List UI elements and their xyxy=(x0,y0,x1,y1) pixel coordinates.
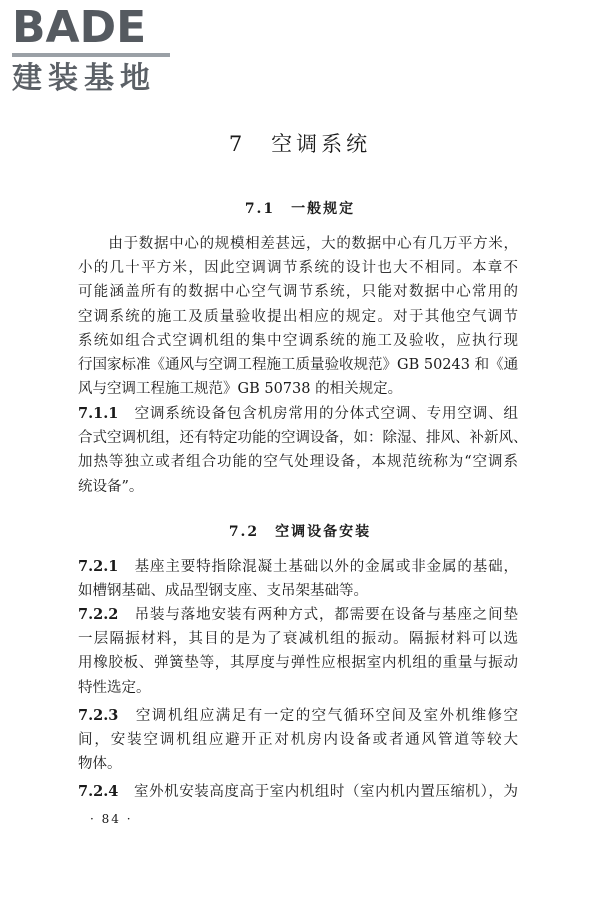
clause-7-2-3 xyxy=(78,704,518,777)
clause-number: 7.1.1 xyxy=(78,405,119,422)
clause-line xyxy=(78,780,518,804)
intro-line: 行国家标准《通风与空调工程施工质量验收规范》GB 50243 和《通 xyxy=(78,357,519,374)
clause-line: 统设备”。 xyxy=(78,478,144,495)
clause-line xyxy=(78,603,518,627)
clause-line xyxy=(78,704,518,728)
intro-line: 风与空调工程施工规范》GB 50738 的相关规定。 xyxy=(78,381,403,398)
section-title-7-2: 7.2 空调设备安装 xyxy=(228,524,372,540)
intro-paragraph xyxy=(78,232,518,401)
clause-7-1-1 xyxy=(78,402,528,499)
clause-number: 7.2.1 xyxy=(78,558,119,575)
clause-7-2-1 xyxy=(78,555,518,603)
intro-line: 空调系统的施工及质量验收提出相应的规定。对于其他空气调节 xyxy=(78,308,518,325)
clause-text: 室外机安装高度高于室内机组时（室内机内置压缩机），为 xyxy=(118,784,518,800)
logo-tagline: 建装基地 xyxy=(12,61,156,96)
intro-line: 由于数据中心的规模相差甚远，大的数据中心有几万平方米， xyxy=(78,236,518,252)
logo-rule xyxy=(12,53,170,57)
chapter-title: 7 空调系统 xyxy=(228,132,372,156)
clause-number: 7.2.2 xyxy=(78,606,119,623)
clause-line: 特性选定。 xyxy=(78,679,151,696)
section-title-7-1: 7.1 一般规定 xyxy=(244,201,356,217)
clause-number: 7.2.3 xyxy=(78,707,119,724)
page-number: · 84 · xyxy=(90,812,133,826)
clause-text: 空调系统设备包含机房常用的分体式空调、专用空调、组 xyxy=(118,406,518,422)
clause-line: 如槽钢基础、成品型钢支座、支吊架基础等。 xyxy=(78,583,368,600)
bade-logo xyxy=(12,2,172,96)
intro-line: 可能涵盖所有的数据中心空气调节系统，只能对数据中心常用的 xyxy=(78,284,518,301)
clause-line: 物体。 xyxy=(78,756,122,773)
intro-line: 小的几十平方米，因此空调调节系统的设计也大不相同。本章不 xyxy=(78,260,518,277)
clause-number: 7.2.4 xyxy=(78,783,119,800)
clause-text: 吊装与落地安装有两种方式，都需要在设备与基座之间垫 xyxy=(118,607,518,623)
clause-line: 加热等独立或者组合功能的空气处理设备，本规范统称为“空调系 xyxy=(78,454,518,471)
intro-line: 系统如组合式空调机组的集中空调系统的施工及验收，应执行现 xyxy=(78,332,518,349)
clause-text: 空调机组应满足有一定的空气循环空间及室外机维修空 xyxy=(118,708,518,724)
clause-line: 间，安装空调机组应避开正对机房内设备或者通风管道等较大 xyxy=(78,732,518,749)
clause-line xyxy=(78,402,518,426)
clause-7-2-2 xyxy=(78,603,518,700)
logo-wordmark: BADE xyxy=(12,2,147,53)
clause-line xyxy=(78,555,518,579)
clause-text: 基座主要特指除混凝土基础以外的金属或非金属的基础， xyxy=(118,559,518,575)
clause-7-2-4 xyxy=(78,780,518,804)
clause-line: 一层隔振材料，其目的是为了衰减机组的振动。隔振材料可以选 xyxy=(78,631,518,648)
clause-line: 用橡胶板、弹簧垫等，其厚度与弹性应根据室内机组的重量与振动 xyxy=(78,655,518,672)
clause-line: 合式空调机组，还有特定功能的空调设备，如：除湿、排风、补新风、 xyxy=(78,430,528,447)
